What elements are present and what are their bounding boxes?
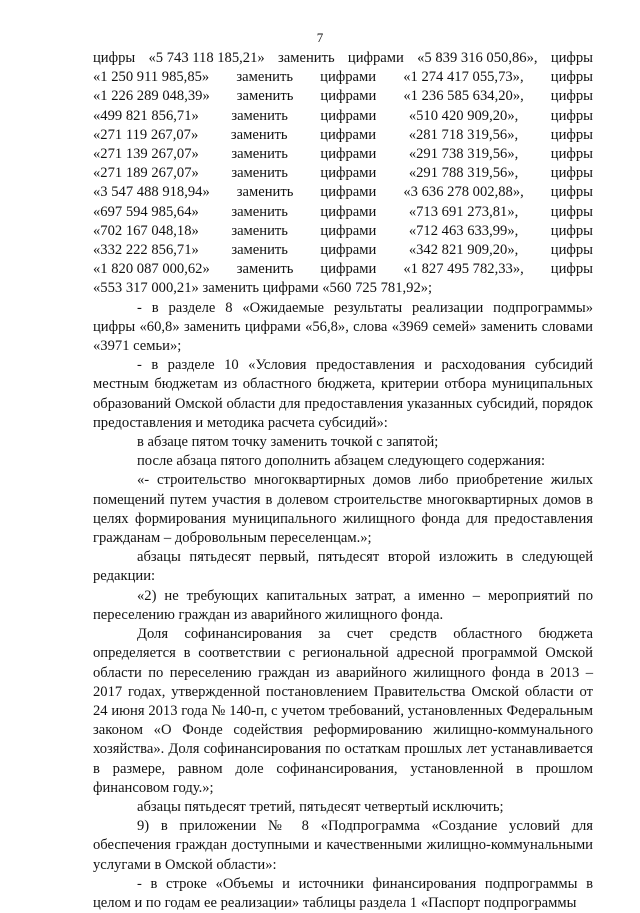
replacement-row	[93, 164, 593, 183]
paragraph-exclude: абзацы пятьдесят третий, пятьдесят четвертый исключить;	[137, 798, 504, 815]
replacement-cell: «5 743 118 185,21»	[148, 50, 265, 66]
replacement-cell: «510 420 909,20»,	[408, 107, 519, 124]
replacement-cell: «1 250 911 985,85»	[93, 69, 210, 86]
replacement-cell: «1 226 289 048,39»	[93, 88, 210, 105]
replacement-cell: «3 636 278 002,88»,	[403, 184, 524, 201]
replacement-cell: цифры	[550, 184, 593, 201]
replacement-cell: заменить	[231, 203, 288, 220]
replacement-cell: заменить	[230, 126, 288, 143]
replacement-row	[93, 241, 593, 260]
replacement-cell: цифры	[550, 69, 593, 86]
replacement-cell: заменить	[236, 184, 294, 201]
replacement-cell: «713 691 273,81»,	[408, 203, 519, 220]
replacement-row	[93, 87, 593, 106]
replacement-cell: заменить	[236, 88, 294, 105]
replacement-cell: заменить	[236, 69, 293, 86]
replacement-cell: «712 463 633,99»,	[408, 222, 519, 239]
replacement-cell: цифрами	[347, 50, 404, 66]
replacement-cell: цифрами	[320, 69, 377, 86]
replacement-cell: «1 236 585 634,20»,	[403, 88, 524, 105]
replacement-cell: цифры	[93, 50, 136, 66]
replacement-cell: цифрами	[320, 126, 377, 143]
replacement-row	[93, 222, 593, 241]
replacement-row	[93, 183, 593, 202]
replacement-cell: «499 821 856,71»	[93, 107, 199, 124]
replacement-cell: цифрами	[320, 165, 377, 182]
replacement-row	[93, 107, 593, 126]
replacement-cell: цифрами	[320, 242, 377, 259]
replacement-cell: цифрами	[320, 107, 377, 124]
replacement-cell: «1 827 495 782,33»,	[403, 261, 524, 278]
replacement-cell: цифры	[550, 126, 593, 143]
replacement-cell: «1 274 417 055,73»,	[403, 69, 524, 86]
replacement-cell: цифры	[550, 165, 593, 182]
replacement-row	[93, 145, 593, 164]
paragraph-new-edition: абзацы пятьдесят первый, пятьдесят второй изложить в следующей редакции:	[93, 549, 593, 585]
replacement-cell: цифрами	[320, 146, 377, 163]
replacement-cell: цифры	[550, 107, 593, 124]
replacement-cell: цифры	[550, 50, 593, 66]
replacement-cell: «1 820 087 000,62»	[93, 261, 210, 278]
replacement-cell: «271 119 267,07»	[93, 126, 199, 143]
replacement-cell: заменить	[231, 107, 288, 124]
replacement-cell: цифрами	[320, 88, 377, 105]
replacement-cell: цифрами	[320, 261, 377, 278]
replacement-cell: цифры	[550, 203, 593, 220]
replacement-cell: «332 222 856,71»	[93, 242, 199, 259]
paragraph-financing-row: - в строке «Объемы и источники финансирования подпрограммы в целом и по годам ее реализации» таблицы раздела 1 «Паспорт подпрограммы	[93, 875, 593, 911]
paragraph-section-10: - в разделе 10 «Условия предоставления и расходования субсидий местным бюджетам из областного бюджета, критерии отбора муниципальных образований Омской области для предоставления указанных субсидий, порядок предоставления и методика расчета субсидий»:	[93, 357, 593, 431]
replacement-cell: заменить	[278, 50, 335, 66]
replacement-row	[93, 68, 593, 87]
replacement-row	[93, 203, 593, 222]
replacement-cell: «702 167 048,18»	[93, 222, 199, 239]
paragraph-point-to-semicolon: в абзаце пятом точку заменить точкой с запятой;	[137, 434, 439, 451]
replacement-cell: «281 718 319,56»,	[408, 126, 519, 143]
replacement-row	[93, 260, 593, 279]
replacement-cell: заменить	[231, 242, 288, 259]
replacement-rows	[93, 68, 593, 279]
final-replacement-text: «553 317 000,21» заменить цифрами «560 725 781,92»;	[93, 280, 433, 297]
replacement-cell: цифры	[550, 242, 593, 259]
replacement-cell: «271 189 267,07»	[93, 165, 199, 182]
paragraph-appendix-8: 9) в приложении № 8 «Подпрограмма «Создание условий для обеспечения граждан доступными и качественными жилищно-коммунальными услугами в Омской области»:	[93, 818, 593, 873]
replacement-cell: «5 839 316 050,86»,	[417, 50, 538, 66]
replacement-cell: цифры	[550, 222, 593, 239]
paragraph-quoted-construction: «- строительство многоквартирных домов либо приобретение жилых помещений путем участия в долевом строительстве многоквартирных домов в целях формирования муниципального жилищного фонда для предоставления гражданам – добровольным переселенцам.»;	[93, 472, 593, 547]
replacement-cell: цифрами	[320, 203, 377, 220]
replacement-cell: цифры	[550, 88, 593, 105]
replacement-cell: «291 738 319,56»,	[408, 146, 519, 163]
replacement-row-first	[93, 49, 593, 68]
page-number: 7	[316, 30, 324, 45]
replacement-cell: «3 547 488 918,94»	[93, 184, 210, 201]
paragraph-item-2: «2) не требующих капитальных затрат, а именно – мероприятий по переселению граждан из аварийного жилищного фонда.	[93, 587, 593, 623]
replacement-cell: заменить	[231, 222, 288, 239]
document-body	[93, 49, 593, 913]
replacement-cell: «291 788 319,56»,	[408, 165, 519, 182]
paragraph-add-abzats: после абзаца пятого дополнить абзацем следующего содержания:	[137, 453, 545, 470]
replacement-cell: заменить	[231, 146, 288, 163]
paragraph-section-8: - в разделе 8 «Ожидаемые результаты реализации подпрограммы» цифры «60,8» заменить цифрами «56,8», слова «3969 семей» заменить словами «3971 семьи»;	[93, 299, 593, 355]
replacement-cell: цифрами	[320, 222, 377, 239]
replacement-cell: цифрами	[320, 184, 377, 201]
replacement-cell: «697 594 985,64»	[93, 203, 199, 220]
replacement-row	[93, 126, 593, 145]
replacement-cell: «342 821 909,20»,	[408, 242, 519, 259]
replacement-row-final	[93, 279, 593, 298]
paragraph-cofinancing: Доля софинансирования за счет средств областного бюджета определяется в соответствии с региональной адресной программой Омской области по переселению граждан из аварийного жилищного фонда в 2013 – 2017 годах, утвержденной постановлением Правительства Омской области от 24 июня 2013 года № 140-п, с учетом требований, установленных Федеральным законом «О Фонде содействия реформированию жилищно-коммунального хозяйства». Доля софинансирования по остаткам прошлых лет устанавливается в размере, равном доле софинансирования, установленной в прошлом финансовом году.»;	[93, 626, 593, 796]
replacement-cell: цифры	[550, 146, 593, 163]
replacement-cell: «271 139 267,07»	[93, 146, 199, 163]
replacement-cell: заменить	[231, 165, 288, 182]
replacement-cell: цифры	[550, 261, 593, 278]
replacement-cell: заменить	[236, 261, 294, 278]
